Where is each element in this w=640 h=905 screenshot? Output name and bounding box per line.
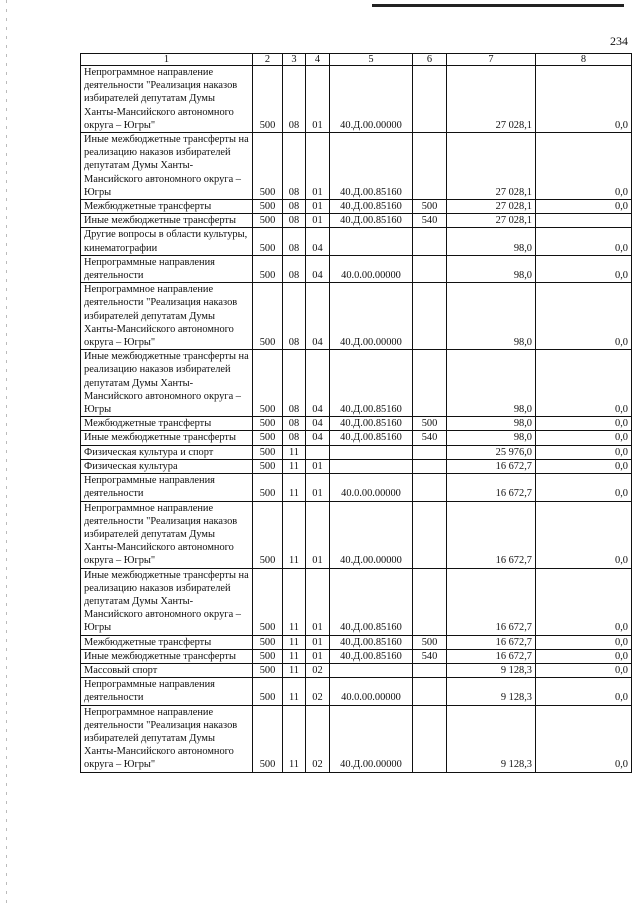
table-row — [81, 417, 632, 431]
cell-col-5: 40.Д.00.85160 — [330, 568, 413, 635]
row-name: Иные межбюджетные трансферты — [81, 431, 253, 445]
cell-col-6: 500 — [413, 417, 447, 431]
cell-col-6 — [413, 474, 447, 501]
cell-col-7: 25 976,0 — [447, 445, 536, 459]
cell-col-7: 16 672,7 — [447, 474, 536, 501]
cell-col-7: 9 128,3 — [447, 663, 536, 677]
cell-col-7: 16 672,7 — [447, 649, 536, 663]
cell-col-7: 98,0 — [447, 417, 536, 431]
cell-col-6: 500 — [413, 635, 447, 649]
cell-col-7: 27 028,1 — [447, 200, 536, 214]
cell-col-6 — [413, 501, 447, 568]
table-row — [81, 568, 632, 635]
cell-col-6 — [413, 459, 447, 473]
cell-col-3: 08 — [283, 200, 306, 214]
row-name: Иные межбюджетные трансферты на реализацию наказов избирателей депутатам Думы Ханты-Мансийского автономного округа – Югры — [81, 133, 253, 200]
cell-col-2: 500 — [253, 568, 283, 635]
cell-col-3: 08 — [283, 214, 306, 228]
cell-col-5: 40.0.00.00000 — [330, 255, 413, 282]
cell-col-5: 40.Д.00.00000 — [330, 283, 413, 350]
cell-col-4: 04 — [306, 255, 330, 282]
cell-col-5: 40.Д.00.00000 — [330, 66, 413, 133]
table-row — [81, 459, 632, 473]
cell-col-8: 0,0 — [536, 417, 632, 431]
cell-col-4: 01 — [306, 649, 330, 663]
cell-col-7: 27 028,1 — [447, 214, 536, 228]
cell-col-4 — [306, 445, 330, 459]
cell-col-5: 40.Д.00.00000 — [330, 501, 413, 568]
cell-col-8: 0,0 — [536, 200, 632, 214]
cell-col-3: 11 — [283, 568, 306, 635]
cell-col-6: 540 — [413, 431, 447, 445]
cell-col-3: 08 — [283, 350, 306, 417]
table-row — [81, 133, 632, 200]
cell-col-7: 9 128,3 — [447, 705, 536, 772]
cell-col-8: 0,0 — [536, 431, 632, 445]
cell-col-6 — [413, 283, 447, 350]
cell-col-8: 0,0 — [536, 350, 632, 417]
cell-col-5 — [330, 228, 413, 255]
cell-col-5: 40.0.00.00000 — [330, 678, 413, 705]
row-name: Иные межбюджетные трансферты на реализацию наказов избирателей депутатам Думы Ханты-Мансийского автономного округа – Югры — [81, 350, 253, 417]
cell-col-4: 01 — [306, 200, 330, 214]
cell-col-2: 500 — [253, 255, 283, 282]
row-name: Физическая культура и спорт — [81, 445, 253, 459]
cell-col-3: 08 — [283, 283, 306, 350]
cell-col-4: 01 — [306, 214, 330, 228]
cell-col-8: 0,0 — [536, 678, 632, 705]
cell-col-8: 0,0 — [536, 459, 632, 473]
cell-col-4: 01 — [306, 133, 330, 200]
cell-col-4: 02 — [306, 663, 330, 677]
cell-col-3: 11 — [283, 649, 306, 663]
cell-col-5: 40.Д.00.85160 — [330, 431, 413, 445]
table-row — [81, 283, 632, 350]
cell-col-7: 27 028,1 — [447, 66, 536, 133]
cell-col-4: 02 — [306, 678, 330, 705]
cell-col-5: 40.Д.00.85160 — [330, 200, 413, 214]
cell-col-2: 500 — [253, 228, 283, 255]
cell-col-7: 98,0 — [447, 228, 536, 255]
cell-col-3: 08 — [283, 255, 306, 282]
cell-col-3: 08 — [283, 66, 306, 133]
cell-col-2: 500 — [253, 474, 283, 501]
cell-col-6 — [413, 66, 447, 133]
cell-col-5 — [330, 663, 413, 677]
table-row — [81, 663, 632, 677]
table-body — [81, 54, 632, 773]
cell-col-4: 04 — [306, 350, 330, 417]
table-row — [81, 635, 632, 649]
column-header: 6 — [413, 54, 447, 66]
cell-col-8: 0,0 — [536, 133, 632, 200]
cell-col-6 — [413, 445, 447, 459]
cell-col-4: 04 — [306, 228, 330, 255]
column-header: 1 — [81, 54, 253, 66]
cell-col-8: 0,0 — [536, 474, 632, 501]
cell-col-7: 98,0 — [447, 283, 536, 350]
cell-col-7: 16 672,7 — [447, 635, 536, 649]
cell-col-8: 0,0 — [536, 649, 632, 663]
table-row — [81, 678, 632, 705]
cell-col-8: 0,0 — [536, 228, 632, 255]
cell-col-8: 0,0 — [536, 663, 632, 677]
cell-col-8: 0,0 — [536, 66, 632, 133]
row-name: Иные межбюджетные трансферты — [81, 214, 253, 228]
cell-col-5: 40.Д.00.85160 — [330, 214, 413, 228]
row-name: Непрограммные направления деятельности — [81, 474, 253, 501]
cell-col-6: 500 — [413, 200, 447, 214]
cell-col-3: 11 — [283, 705, 306, 772]
cell-col-4: 04 — [306, 417, 330, 431]
cell-col-7: 98,0 — [447, 255, 536, 282]
table-row — [81, 214, 632, 228]
cell-col-3: 11 — [283, 663, 306, 677]
cell-col-5: 40.Д.00.85160 — [330, 649, 413, 663]
row-name: Другие вопросы в области культуры, кинематографии — [81, 228, 253, 255]
cell-col-8: 0,0 — [536, 705, 632, 772]
row-name: Непрограммные направления деятельности — [81, 255, 253, 282]
cell-col-6 — [413, 678, 447, 705]
cell-col-5 — [330, 445, 413, 459]
cell-col-2: 500 — [253, 214, 283, 228]
row-name: Непрограммное направление деятельности "Реализация наказов избирателей депутатам Думы Ханты-Мансийского автономного округа – Югры" — [81, 501, 253, 568]
cell-col-6 — [413, 228, 447, 255]
cell-col-8: 0,0 — [536, 635, 632, 649]
row-name: Непрограммные направления деятельности — [81, 678, 253, 705]
cell-col-4: 04 — [306, 431, 330, 445]
cell-col-3: 08 — [283, 417, 306, 431]
table-row — [81, 705, 632, 772]
row-name: Межбюджетные трансферты — [81, 200, 253, 214]
table-row — [81, 649, 632, 663]
cell-col-6: 540 — [413, 649, 447, 663]
cell-col-5: 40.Д.00.00000 — [330, 705, 413, 772]
cell-col-6 — [413, 350, 447, 417]
cell-col-5: 40.Д.00.85160 — [330, 635, 413, 649]
row-name: Непрограммное направление деятельности "Реализация наказов избирателей депутатам Думы Ханты-Мансийского автономного округа – Югры" — [81, 66, 253, 133]
column-header: 4 — [306, 54, 330, 66]
cell-col-4: 01 — [306, 459, 330, 473]
cell-col-3: 11 — [283, 474, 306, 501]
page-number: 234 — [610, 34, 628, 48]
cell-col-4: 04 — [306, 283, 330, 350]
cell-col-4: 02 — [306, 705, 330, 772]
cell-col-5: 40.Д.00.85160 — [330, 417, 413, 431]
cell-col-4: 01 — [306, 635, 330, 649]
row-name: Непрограммное направление деятельности "Реализация наказов избирателей депутатам Думы Ханты-Мансийского автономного округа – Югры" — [81, 705, 253, 772]
row-name: Непрограммное направление деятельности "Реализация наказов избирателей депутатам Думы Ханты-Мансийского автономного округа – Югры" — [81, 283, 253, 350]
cell-col-7: 98,0 — [447, 350, 536, 417]
cell-col-7: 9 128,3 — [447, 678, 536, 705]
cell-col-5: 40.Д.00.85160 — [330, 133, 413, 200]
top-rule — [372, 4, 624, 7]
table-row — [81, 66, 632, 133]
cell-col-4: 01 — [306, 568, 330, 635]
cell-col-8: 0,0 — [536, 568, 632, 635]
row-name: Межбюджетные трансферты — [81, 635, 253, 649]
table-row — [81, 350, 632, 417]
table-row — [81, 474, 632, 501]
row-name: Физическая культура — [81, 459, 253, 473]
cell-col-3: 11 — [283, 678, 306, 705]
cell-col-8: 0,0 — [536, 255, 632, 282]
cell-col-2: 500 — [253, 459, 283, 473]
cell-col-2: 500 — [253, 66, 283, 133]
cell-col-3: 08 — [283, 228, 306, 255]
cell-col-2: 500 — [253, 283, 283, 350]
table-row — [81, 501, 632, 568]
column-header: 5 — [330, 54, 413, 66]
table-header-row — [81, 54, 632, 66]
table-row — [81, 200, 632, 214]
cell-col-2: 500 — [253, 501, 283, 568]
cell-col-2: 500 — [253, 200, 283, 214]
cell-col-6: 540 — [413, 214, 447, 228]
cell-col-2: 500 — [253, 678, 283, 705]
cell-col-2: 500 — [253, 417, 283, 431]
table-row — [81, 228, 632, 255]
table-row — [81, 431, 632, 445]
cell-col-2: 500 — [253, 445, 283, 459]
cell-col-2: 500 — [253, 431, 283, 445]
row-name: Иные межбюджетные трансферты на реализацию наказов избирателей депутатам Думы Ханты-Мансийского автономного округа – Югры — [81, 568, 253, 635]
row-name: Межбюджетные трансферты — [81, 417, 253, 431]
cell-col-4: 01 — [306, 66, 330, 133]
cell-col-8: 0,0 — [536, 501, 632, 568]
cell-col-7: 16 672,7 — [447, 459, 536, 473]
cell-col-3: 11 — [283, 459, 306, 473]
table-row — [81, 445, 632, 459]
cell-col-7: 16 672,7 — [447, 501, 536, 568]
column-header: 8 — [536, 54, 632, 66]
cell-col-3: 11 — [283, 445, 306, 459]
cell-col-8: 0,0 — [536, 283, 632, 350]
cell-col-2: 500 — [253, 649, 283, 663]
budget-table — [80, 53, 632, 773]
cell-col-3: 11 — [283, 501, 306, 568]
row-name: Массовый спорт — [81, 663, 253, 677]
cell-col-3: 11 — [283, 635, 306, 649]
cell-col-4: 01 — [306, 501, 330, 568]
cell-col-6 — [413, 255, 447, 282]
column-header: 7 — [447, 54, 536, 66]
scan-edge — [6, 0, 7, 905]
cell-col-2: 500 — [253, 350, 283, 417]
cell-col-8: 0,0 — [536, 445, 632, 459]
row-name: Иные межбюджетные трансферты — [81, 649, 253, 663]
cell-col-6 — [413, 568, 447, 635]
cell-col-5 — [330, 459, 413, 473]
cell-col-5: 40.0.00.00000 — [330, 474, 413, 501]
cell-col-6 — [413, 663, 447, 677]
cell-col-3: 08 — [283, 133, 306, 200]
cell-col-5: 40.Д.00.85160 — [330, 350, 413, 417]
column-header: 3 — [283, 54, 306, 66]
cell-col-3: 08 — [283, 431, 306, 445]
cell-col-6 — [413, 133, 447, 200]
cell-col-2: 500 — [253, 133, 283, 200]
cell-col-4: 01 — [306, 474, 330, 501]
cell-col-7: 16 672,7 — [447, 568, 536, 635]
table-row — [81, 255, 632, 282]
cell-col-2: 500 — [253, 705, 283, 772]
cell-col-7: 27 028,1 — [447, 133, 536, 200]
cell-col-6 — [413, 705, 447, 772]
cell-col-2: 500 — [253, 663, 283, 677]
cell-col-7: 98,0 — [447, 431, 536, 445]
column-header: 2 — [253, 54, 283, 66]
cell-col-2: 500 — [253, 635, 283, 649]
cell-col-8 — [536, 214, 632, 228]
